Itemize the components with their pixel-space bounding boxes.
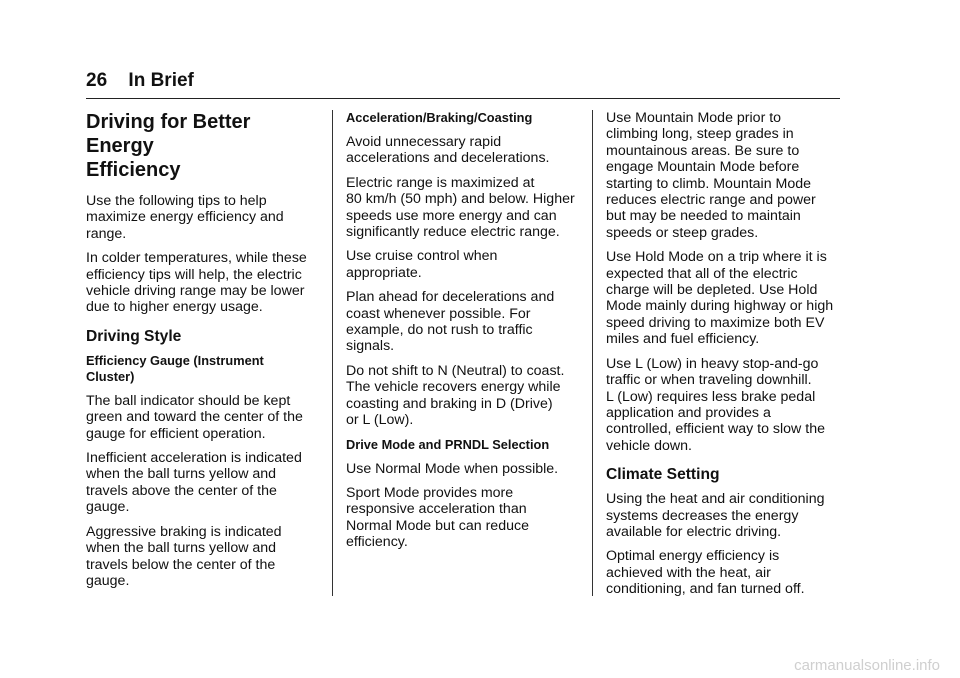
text-line: Inefficient acceleration is indicated: [86, 450, 302, 467]
text-line: significantly reduce electric range.: [346, 224, 560, 241]
section-title: In Brief: [128, 70, 194, 91]
text-line: The ball indicator should be kept: [86, 392, 291, 409]
text-line: L (Low) requires less brake pedal: [606, 388, 816, 405]
text-line: starting to climb. Mountain Mode: [606, 175, 812, 192]
climate-setting-heading: Climate Setting: [606, 466, 720, 484]
text-line: Use Mountain Mode prior to: [606, 110, 782, 126]
text-line: gauge.: [86, 499, 130, 516]
text-line: or L (Low).: [346, 412, 414, 429]
text-line: example, do not rush to traffic: [346, 322, 533, 339]
text-line: speeds use more energy and can: [346, 207, 557, 224]
normal-mode-paragraph: [346, 461, 582, 477]
drive-mode-heading: Drive Mode and PRNDL Selection: [346, 436, 550, 452]
text-line: when the ball turns yellow and: [86, 466, 277, 483]
neutral-coast-paragraph: [346, 363, 582, 429]
text-line: Normal Mode but can reduce: [346, 517, 529, 534]
text-line: speeds or steep grades.: [606, 224, 759, 241]
acceleration-braking-coasting-heading: Acceleration/Braking/Coasting: [346, 110, 533, 125]
text-line: Use L (Low) in heavy stop-and-go: [606, 355, 819, 372]
watermark-text: carmanualsonline.info: [794, 657, 940, 674]
text-line: Plan ahead for decelerations and: [346, 289, 555, 306]
text-line: Optimal energy efficiency is: [606, 548, 780, 565]
page-header: [86, 70, 194, 92]
avoid-rapid-paragraph: [346, 134, 582, 167]
page-number: 26: [86, 70, 108, 91]
text-line: Efficiency Gauge (Instrument: [86, 352, 264, 368]
text-line: efficiency tips will help, the electric: [86, 266, 302, 283]
heat-ac-paragraph: [606, 491, 842, 540]
text-line: The vehicle recovers energy while: [346, 379, 561, 396]
hold-mode-paragraph: [606, 249, 842, 347]
main-title-line-1: Driving for Better Energy: [86, 111, 251, 157]
electric-range-paragraph: [346, 175, 582, 241]
text-line: In colder temperatures, while these: [86, 250, 307, 267]
sport-mode-paragraph: [346, 485, 582, 551]
text-line: application and provides a: [606, 404, 771, 421]
text-line: expected that all of the electric: [606, 265, 798, 282]
cruise-control-paragraph: [346, 248, 582, 281]
text-line: gauge for efficient operation.: [86, 425, 266, 442]
aggressive-braking-paragraph: [86, 524, 322, 590]
low-gear-paragraph: [606, 356, 842, 454]
text-line: reduces electric range and power: [606, 192, 816, 209]
text-line: speed driving to maximize both EV: [606, 314, 825, 331]
column-2: [346, 110, 582, 559]
text-line: accelerations and decelerations.: [346, 150, 550, 167]
text-line: Use the following tips to help: [86, 193, 267, 209]
text-line: vehicle down.: [606, 437, 692, 454]
column-divider-2: [592, 110, 593, 596]
column-1: [86, 110, 322, 597]
main-title: [86, 110, 322, 182]
plan-ahead-paragraph: [346, 289, 582, 355]
text-line: Sport Mode provides more: [346, 484, 514, 501]
text-line: appropriate.: [346, 264, 422, 281]
header-rule: [86, 98, 840, 99]
text-line: charge will be depleted. Use Hold: [606, 282, 818, 299]
text-line: miles and fuel efficiency.: [606, 331, 760, 348]
text-line: Cluster): [86, 368, 135, 384]
text-line: coast whenever possible. For: [346, 305, 531, 322]
text-line: achieved with the heat, air: [606, 564, 771, 581]
text-line: Avoid unnecessary rapid: [346, 134, 502, 150]
intro-paragraph: [86, 193, 322, 242]
efficiency-gauge-heading: [86, 353, 322, 385]
text-line: Electric range is maximized at: [346, 174, 535, 191]
ball-indicator-paragraph: [86, 393, 322, 442]
text-line: responsive acceleration than: [346, 501, 527, 518]
column-3: [606, 110, 842, 606]
optimal-efficiency-paragraph: [606, 548, 842, 597]
text-line: due to higher energy usage.: [86, 299, 263, 316]
text-line: 80 km/h (50 mph) and below. Higher: [346, 191, 575, 208]
text-line: maximize energy efficiency and: [86, 209, 284, 226]
text-line: conditioning, and fan turned off.: [606, 581, 805, 598]
text-line: when the ball turns yellow and: [86, 540, 277, 557]
text-line: Using the heat and air conditioning: [606, 491, 825, 508]
text-line: Aggressive braking is indicated: [86, 523, 282, 540]
text-line: climbing long, steep grades in: [606, 126, 794, 143]
cold-temperature-paragraph: [86, 250, 322, 316]
text-line: signals.: [346, 338, 395, 355]
text-line: gauge.: [86, 572, 130, 589]
text-line: systems decreases the energy: [606, 507, 799, 524]
text-line: Use Normal Mode when possible.: [346, 460, 559, 477]
mountain-mode-paragraph: [606, 110, 842, 241]
inefficient-acceleration-paragraph: [86, 450, 322, 516]
column-divider-1: [332, 110, 333, 596]
text-line: Mode mainly during highway or high: [606, 298, 834, 315]
text-line: traffic or when traveling downhill.: [606, 372, 812, 389]
text-line: controlled, efficient way to slow the: [606, 421, 825, 438]
text-line: available for electric driving.: [606, 523, 782, 540]
text-line: but may be needed to maintain: [606, 208, 801, 225]
text-line: mountainous areas. Be sure to: [606, 142, 800, 159]
text-line: travels below the center of the: [86, 556, 276, 573]
text-line: Use Hold Mode on a trip where it is: [606, 249, 827, 266]
text-line: range.: [86, 225, 127, 242]
text-line: Use cruise control when: [346, 248, 498, 265]
text-line: green and toward the center of the: [86, 409, 303, 426]
main-title-line-2: Efficiency: [86, 159, 181, 181]
text-line: Do not shift to N (Neutral) to coast.: [346, 362, 565, 379]
text-line: vehicle driving range may be lower: [86, 283, 305, 300]
driving-style-heading: Driving Style: [86, 327, 182, 345]
text-line: engage Mountain Mode before: [606, 159, 800, 176]
text-line: efficiency.: [346, 534, 408, 551]
text-line: travels above the center of the: [86, 482, 277, 499]
text-line: coasting and braking in D (Drive): [346, 395, 553, 412]
